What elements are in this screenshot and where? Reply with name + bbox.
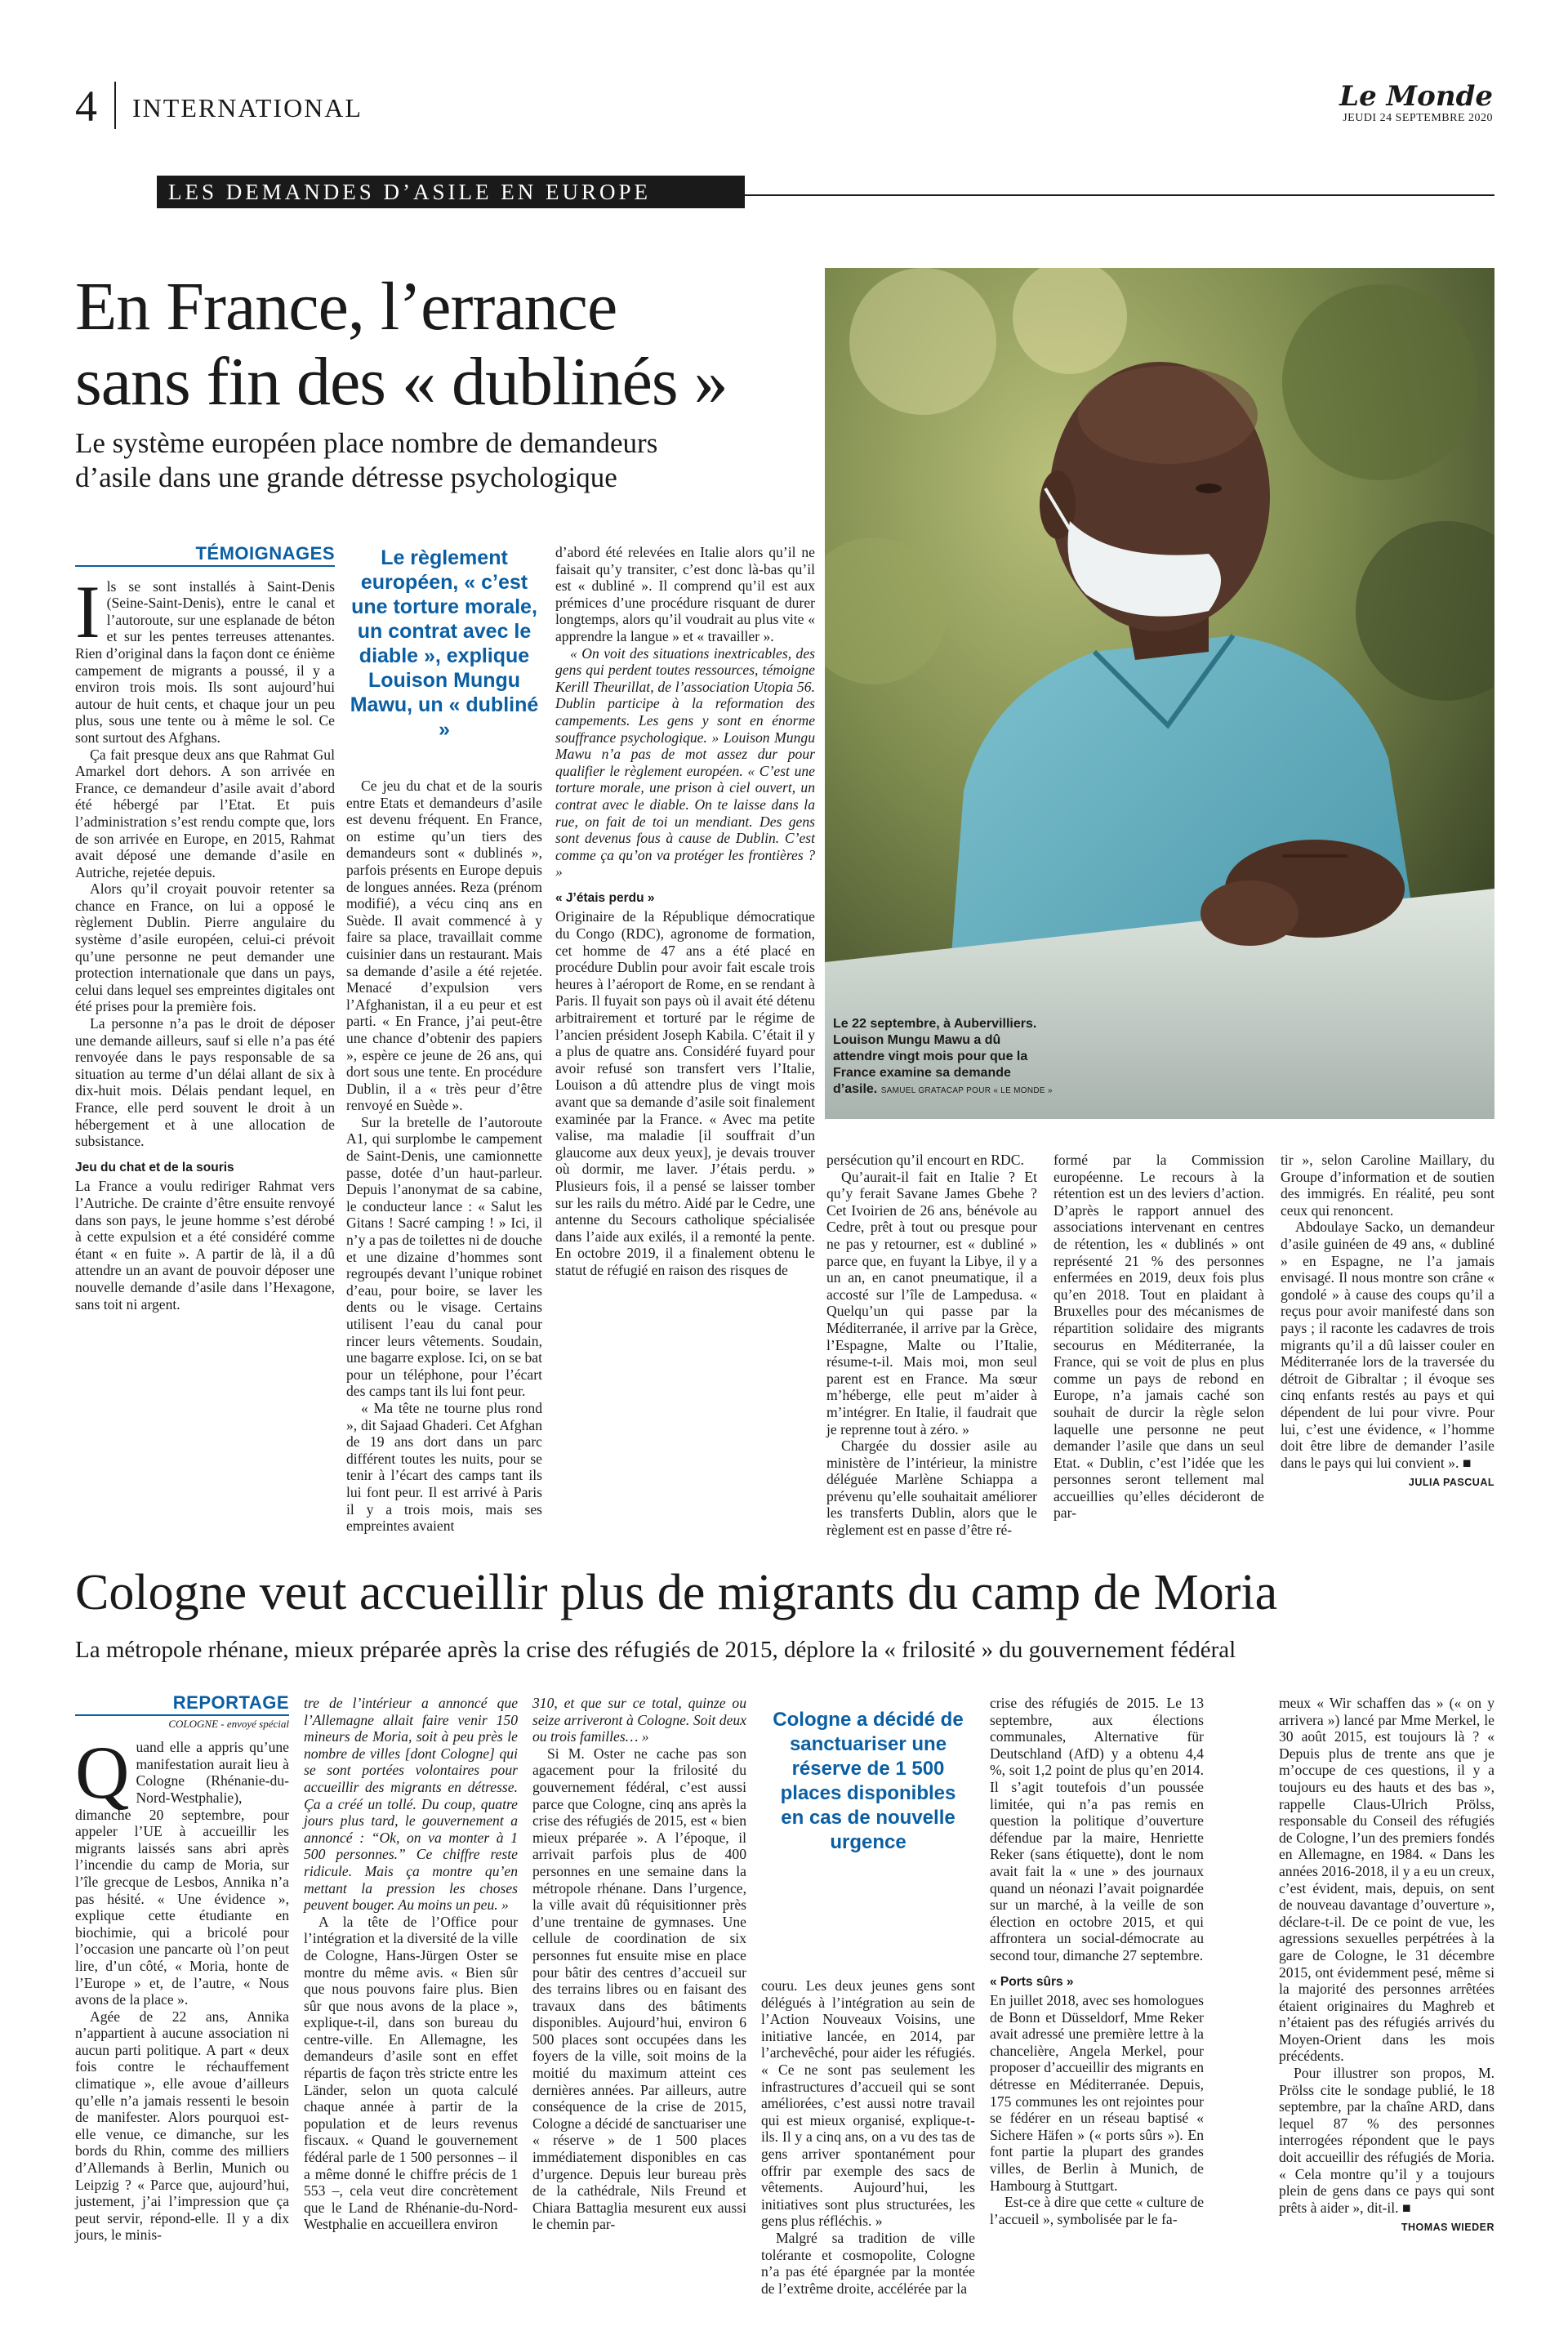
paragraph: En juillet 2018, avec ses homologues de Bonn et Düsseldorf, Mme Reker avait adressé une première lettre à la chancelière, Angela Merkel, pour proposer d’accueillir des migrants en détresse en Méditerranée. Depuis, 175 communes les ont rejointes pour se fédérer en un réseau baptisé « Sichere Häfen » (« ports sûrs »). En font partie la plupart des grandes villes, de Berlin à Munich, de Hambourg à Stuttgart. — [990, 1992, 1204, 2194]
article1-headline — [75, 270, 826, 420]
caption-text: Le 22 septembre, à Aubervilliers. Louison Mungu Mawu a dû attendre vingt mois pour que la France examine sa demande d’asile. — [833, 1017, 1037, 1096]
photo-credit: SAMUEL GRATACAP POUR « LE MONDE » — [880, 1086, 1053, 1095]
article2-column-5 — [990, 1695, 1204, 2227]
paragraph: tir », selon Caroline Maillary, du Groupe d’information et de soutien des immigrés. En réalité, peu sont ceux qui renoncent. — [1281, 1152, 1494, 1219]
paragraph: couru. Les deux jeunes gens sont délégués à l’intégration au sein de l’Action Nouveaux Voisins, une initiative lancée, en 2014, par l’archevêché, pour aider les réfugiés. « Ce ne sont pas seulement les infrastructures d’accueil qui se sont améliorées, c’est aussi notre travail qui est mieux organisé, explique-t-ils. Il y a cinq ans, on a vu des tas de gens arriver spontanément pour offrir par exemple des sacs de vêtements. Aujourd’hui, les initiatives sont plus structurées, les gens plus réfléchis. » — [761, 1977, 975, 2230]
article2-column-4 — [761, 1695, 975, 2297]
paragraph: Malgré sa tradition de ville tolérante et cosmopolite, Cologne n’a pas été épargnée par la montée de l’extrême droite, accélérée par la — [761, 2229, 975, 2297]
headline-line1: En France, l’errance — [75, 269, 617, 345]
author-signature: THOMAS WIEDER — [1401, 2222, 1494, 2234]
pull-quote: Cologne a décidé de sanctuariser une réserve de 1 500 places disponibles en cas de nouvelle urgence — [773, 1709, 964, 1853]
article2-column-3 — [532, 1695, 746, 2233]
portrait-illustration — [825, 268, 1494, 1119]
newspaper-logo: Le Monde — [1339, 80, 1493, 113]
paragraph: formé par la Commission européenne. Le recours à la rétention est un des leviers d’action. D’après le rapport annuel des associations intervenant en centres de rétention, les « dublinés » ont représenté 21 % des personnes enfermées en 2019, deux fois plus qu’en 2018. Tout en plaidant à Bruxelles pour des mécanismes de répartition solidaire des migrants secourus en Méditerranée, la France, qui se voit de plus en plus comme un pays de rebond en Europe, n’a jamais caché son souhait de durcir la règle selon laquelle une personne ne peut demander l’asile que dans un seul Etat. « Dublin, c’est l’idée que les personnes seront tellement mal accueillies qu’elles décideront de par- — [1054, 1152, 1264, 1522]
paragraph: Originaire de la République démocratique du Congo (RDC), agronome de formation, cet homme de 47 ans a été placé en procédure Dublin pour avoir fait escale trois heures à l’aéroport de Rome, en se rendant à Paris. Il fuyait son pays où il avait été détenu arbitrairement et torturé par le régime de l’ancien président Joseph Kabila. C’était il y a plus de quatre ans. Considéré fuyard pour avoir refusé son transfert vers l’Italie, Louison a dû attendre plus de vingt mois avant que sa demande d’asile soit finalement examinée par la France. « Avec ma petite valise, ma maladie [il souffrait d’un glaucome aux deux yeux], je devais trouver où dormir, me laver. J’étais perdu. » Plusieurs fois, il a pensé se laisser tomber sur les rails du métro. Aidé par le Cedre, une antenne du Secours catholique spécialisée dans l’aide aux exilés, il a remonté la pente. En octobre 2019, il a finalement obtenu le statut de réfugié en raison des risques de — [555, 908, 815, 1278]
intertitle: « Ports sûrs » — [990, 1974, 1074, 1989]
paragraph: Abdoulaye Sacko, un demandeur d’asile guinéen de 49 ans, « dubliné » en Espagne, ne l’a jamais envisagé. Il nous montre son crâne « gondolé » à cause des coups qu’il a reçus pour avoir manifesté dans son pays ; il raconte les cadavres de trois migrants qu’il a dû laisser couler en Méditerranée lors de la traversée du détroit de Gibraltar ; il évoque ses cinq enfants restés au pays et qui dépendent de lui pour vivre. Pour lui, c’est une évidence, « l’homme doit être libre de demander l’asile dans le pays qui lui convient ». ■ — [1281, 1219, 1494, 1471]
standfirst-line1: Le système européen place nombre de demandeurs — [75, 427, 658, 459]
paragraph: « On voit des situations inextricables, des gens qui perdent toutes ressources, témoigne Kerill Theurillat, de l’association Utopia 56. Dublin participe à la reformation des campements. Les gens y sont en énorme souffrance psychologique. » Louison Mungu Mawu n’a pas de mot assez dur pour qualifier le règlement européen. « C’est une torture morale, une prison à ciel ouvert, un contrat avec le diable. On te laisse dans la rue, on fait de toi un mendiant. Des gens sont devenus fous à cause de Dublin. C’est comme ça qu’on va protéger les frontières ? » — [555, 644, 815, 880]
paragraph: Pour illustrer son propos, M. Prölss cite le sondage publié, le 18 septembre, par la chaîne ARD, dans lequel 87 % des personnes interrogées répondent que le pays doit accueillir des réfugiés de Moria. « Cela montre qu’il y a toujours plein de gens dans ce pays qui sont prêts à aider », dit-il. ■ — [1279, 2065, 1494, 2216]
article1-photo — [825, 268, 1494, 1119]
lead-paragraph: Ils se sont installés à Saint-Denis (Seine-Saint-Denis), entre le canal et l’autoroute, sur une esplanade de béton et sur les pentes terreuses attenantes. Rien d’original dans la façon dont ce énième campement de migrants a poussé, il y a environ trois mois. Ils sont aujourd’hui autour de huit cents, et chaque jour un peu plus, sous une tente ou à même le sol. Ce sont surtout des Afghans. — [75, 569, 335, 746]
article2-column-1 — [75, 1692, 289, 2244]
article2-column-6 — [1279, 1695, 1494, 2236]
dropcap: Q — [75, 1731, 130, 1815]
paragraph: crise des réfugiés de 2015. Le 13 septembre, aux élections communales, Alternative für Deutschland (AfD) y a obtenu 4,4 %, soit 1,2 point de plus qu’en 2014. Il s’agit toutefois d’un poussée limitée, qui n’a pas remis en question la politique d’ouverture défendue par la maire, Henriette Reker (sans étiquette), dont le nom avait fait la « une » des journaux quand un néonazi l’avait poignardée sur un marché, à la veille de son élection en octobre 2015, et qui affrontera un social-démocrate au second tour, dimanche 27 septembre. — [990, 1695, 1204, 1963]
paragraph: Est-ce à dire que cette « culture de l’accueil », symbolisée par le fa- — [990, 2194, 1204, 2227]
paragraph: meux « Wir schaffen das » (« on y arrivera ») lancé par Mme Merkel, le 30 août 2015, est toujours là ? « Depuis plus de trente ans que je m’occupe de ces questions, il y a toujours eu des hauts et des bas », rappelle Claus-Ulrich Prölss, responsable du Conseil des réfugiés de Cologne, l’un des premiers fondés en Allemagne, en 1984. « Dans les années 2016-2018, il y a eu un creux, c’est évident, mais, depuis, on sent de nouveau davantage d’ouverture », déclare-t-il. De ce point de vue, les agressions sexuelles perpétrées à la gare de Cologne, le 31 décembre 2015, ont évidemment pesé, même si la majorité des personnes arrêtées étaient originaires du Maghreb et n’étaient pas des réfugiés arrivés du Moyen-Orient dans les mois précédents. — [1279, 1695, 1494, 2065]
article1-column-3 — [555, 544, 815, 1279]
paragraph: La France a voulu rediriger Rahmat vers l’Autriche. De crainte d’être ensuite renvoyé dans son pays, le jeune homme s’est dérobé à cette expulsion et a été considéré comme étant « en fuite ». A partir de là, il a dû attendre un an avant de pouvoir déposer une nouvelle demande d’asile dans l’Hexagone, sans toit ni argent. — [75, 1178, 335, 1313]
standfirst-line2: d’asile dans une grande détresse psychologique — [75, 461, 617, 493]
paragraph: A la tête de l’Office pour l’intégration et la diversité de la ville de Cologne, Hans-Jürgen Oster se montre du même avis. « Bien sûr que nous pouvons faire plus. Bien sûr que nous avons de la place », explique-t-il, dans son bureau du centre-ville. En Allemagne, les demandeurs d’asile sont en effet répartis de façon très stricte entre les Länder, selon un quota calculé chaque année à partir de la population et de leurs revenus fiscaux. « Quand le gouvernement fédéral parle de 1 500 personnes – il a même donné le chiffre précis de 1 553 –, cela veut dire concrètement que le Land de Rhénanie-du-Nord-Westphalie en accueillera environ — [304, 1913, 518, 2233]
paragraph: Agée de 22 ans, Annika n’appartient à aucune association ni aucun parti politique. A part « deux fois contre le réchauffement climatique », elle avoue d’ailleurs qu’elle n’a jamais ressenti le besoin de manifester. Alors pourquoi est-elle venue, ce dimanche, sur les bords du Rhin, comme des milliers d’Allemands à Berlin, Munich ou Leipzig ? « Parce que, aujourd’hui, justement, j’ai l’impression que ça peut servir, répond-elle. Il y a dix jours, le minis- — [75, 2008, 289, 2244]
dropcap: I — [75, 569, 100, 653]
article1-column-2 — [346, 546, 542, 1535]
article2-headline: Cologne veut accueillir plus de migrants du camp de Moria — [75, 1565, 1278, 1620]
rubric-bar: LES DEMANDES D’ASILE EN EUROPE — [157, 176, 745, 208]
paragraph: Ça fait presque deux ans que Rahmat Gul Amarkel dort dehors. A son arrivée en France, ce demandeur d’asile avait d’abord été hébergé par l’Etat. Et puis l’administration s’est rendu compte que, lors de son arrivée en Europe, en 2015, Rahmat avait déposé une demande d’asile en Autriche, rejetée depuis. — [75, 746, 335, 880]
headline-line2: sans fin des « dublinés » — [75, 344, 728, 420]
author-signature: JULIA PASCUAL — [1408, 1477, 1494, 1489]
paragraph: La personne n’a pas le droit de déposer une demande ailleurs, sauf si elle n’a pas été renvoyée dans le pays responsable de sa situation au terme d’un délai allant de six à dix-huit mois. Délais pendant lequel, en France, elle perd souvent le droit à un hébergement et à une allocation de subsistance. — [75, 1015, 335, 1150]
photo-caption — [833, 1016, 1054, 1099]
article1-column-5 — [1054, 1152, 1264, 1522]
article1-standfirst — [75, 426, 826, 495]
paragraph: Si M. Oster ne cache pas son agacement pour la frilosité du gouvernement fédéral, c’est aussi parce que Cologne, cinq ans après la crise des réfugiés de 2015, est « bien mieux préparée ». A l’époque, il arrivait parfois plus de 400 personnes en une semaine dans la métropole rhénane. Dans l’urgence, la ville avait dû réquisitionner près d’une trentaine de gymnases. Une cellule de coordination de six personnes fut ensuite mise en place pour bâtir des centres d’accueil sur des terrains libres ou en faisant des travaux dans des bâtiments disponibles. Aujourd’hui, environ 6 500 places sont occupées dans les foyers de la ville, soit moins de la moitié du maximum atteint ces dernières années. Par ailleurs, autre conséquence de la crise de 2015, Cologne a décidé de sanctuariser une « réserve » de 1 500 places immédiatement disponibles en cas d’urgence. Depuis leur bureau près de la cathédrale, Nils Freund et Chiara Battaglia mesurent eux aussi le chemin par- — [532, 1745, 746, 2233]
paragraph: Alors qu’il croyait pouvoir retenter sa chance en France, on lui a opposé le règlement Dublin. Pierre angulaire du système d’asile européen, celui-ci prévoit qu’une personne ne peut demander une protection internationale que dans un pays, celui dans lequel ses empreintes digitales ont été prises pour la première fois. — [75, 880, 335, 1015]
article2-column-2 — [304, 1695, 518, 2233]
article1-column-4 — [826, 1152, 1037, 1539]
paragraph: Qu’aurait-il fait en Italie ? Et qu’y ferait Savane James Gbehe ? Cet Ivoirien de 26 ans, bénévole au Cedre, prêt à tout ou presque pour ne pas y retourner, est « dubliné » parce que, en fuyant la Libye, il y a un an, en canot pneumatique, il a accosté sur l’île de Lampedusa. « Quelqu’un qui passe par la Méditerranée, il arrive par la Grèce, l’Espagne, Malte ou l’Italie, résume-t-il. Mais moi, mon seul parent est en France. Ma sœur m’héberge, elle peut m’aider à m’intégrer. En Italie, il faudrait que je reprenne tout à zéro. » — [826, 1168, 1037, 1437]
article2-kicker: REPORTAGE — [75, 1695, 289, 1716]
rubric-rule — [745, 194, 1494, 196]
intertitle: « J’étais perdu » — [555, 890, 655, 905]
lead-paragraph: Quand elle a appris qu’une manifestation aurait lieu à Cologne (Rhénanie-du-Nord-Westphalie), dimanche 20 septembre, pour appeler l’UE à accueillir les migrants laissés sans abri après l’incendie du camp de Moria, sur l’île grecque de Lesbos, Annika n’a pas hésité. « Une évidence », explique cette étudiante en biochimie, qui a bricolé pour l’occasion une pancarte où l’on peut lire, d’un côté, « Moria, honte de l’Europe » et, de l’autre, « Nous avons de la place ». — [75, 1731, 289, 2008]
header-separator — [114, 82, 116, 129]
article2-standfirst: La métropole rhénane, mieux préparée après la crise des réfugiés de 2015, déplore la « frilosité » du gouvernement fédéral — [75, 1637, 1236, 1663]
paragraph: persécution qu’il encourt en RDC. — [826, 1152, 1024, 1168]
section-name: INTERNATIONAL — [132, 93, 363, 123]
paragraph: 310, et que sur ce total, quinze ou seize arriveront à Cologne. Soit deux ou trois familles… » — [532, 1695, 746, 1745]
article1-column-6 — [1281, 1152, 1494, 1491]
paragraph: « Ma tête ne tourne plus rond », dit Sajaad Ghaderi. Cet Afghan de 19 ans dort dans un parc différent toutes les nuits, pour se tenir à l’écart des camps tant ils lui font peur. Il est arrivé à Paris il y a trois mois, mais ses empreintes avaient — [346, 1399, 542, 1535]
paragraph: Chargée du dossier asile au ministère de l’intérieur, la ministre déléguée Marlène Schiappa a prévenu qu’elle souhaitait améliorer les transferts Dublin, alors que le règlement est en passe d’être ré- — [826, 1437, 1037, 1539]
pull-quote: Le règlement européen, « c’est une torture morale, un contrat avec le diable », explique Louison Mungu Mawu, un « dubliné » — [350, 546, 539, 741]
paragraph: Ce jeu du chat et de la souris entre Etats et demandeurs d’asile est devenu fréquent. En France, on estime qu’un tiers des demandeurs sont « dublinés », parfois présents en Europe depuis de longues années. Reza (prénom modifié), a vécu cinq ans en Suède. Il avait commencé à y faire sa place, travaillait comme cuisinier dans un restaurant. Mais sa demande d’asile a été rejetée. Menacé d’expulsion vers l’Afghanistan, il a eu peur et est parti. « En France, j’ai peut-être une chance d’obtenir des papiers », espère ce jeune de 26 ans, qui dort sous une tente. En procédure Dublin, il a « très peur d’être renvoyé en Suède ». — [346, 778, 542, 1114]
page-number: 4 — [75, 82, 97, 131]
paragraph: tre de l’intérieur a annoncé que l’Allemagne allait faire venir 150 mineurs de Moria, soit à peu près le nombre de villes [dont Cologne] qui se sont portées volontaires pour accueillir des migrants en détresse. Ça a créé un tollé. Du coup, quatre jours plus tard, le gouvernement a annoncé : “Ok, on va monter à 1 500 personnes.” Ce chiffre reste ridicule. Mais ça montre qu’en mettant la pression les choses peuvent bouger. Au moins un peu. » — [304, 1695, 518, 1914]
paragraph: d’abord été relevées en Italie alors qu’il ne faisait qu’y transiter, c’est donc là-bas qu’il est « dubliné ». Il comprend qu’il est aux prémices d’une procédure risquant de durer longtemps, alors qu’il voudrait au plus vite « apprendre la langue » et « travailler ». — [555, 544, 815, 644]
article1-kicker: TÉMOIGNAGES — [75, 546, 335, 567]
paragraph: Sur la bretelle de l’autoroute A1, qui surplombe le campement de Saint-Denis, une camionnette passe, dotée d’un haut-parleur. Depuis l’anonymat de sa cabine, le conducteur lance : « Salut les Gitans ! Sacré camping ! » Ici, il n’y a pas de toilettes ni de douche et une dizaine d’hommes sont regroupés devant l’unique robinet d’eau, pour boire, se laver les dents ou le visage. Certains utilisent l’eau du canal pour rincer leurs vêtements. Soudain, une bagarre explose. Ici, on se bat pour un téléphone, pour l’écart des camps tant ils lui font peur. — [346, 1113, 542, 1400]
issue-date: JEUDI 24 SEPTEMBRE 2020 — [1343, 112, 1493, 124]
dateline: COLOGNE - envoyé spécial — [168, 1717, 289, 1730]
article1-column-1 — [75, 543, 335, 1313]
intertitle: Jeu du chat et de la souris — [75, 1160, 234, 1174]
